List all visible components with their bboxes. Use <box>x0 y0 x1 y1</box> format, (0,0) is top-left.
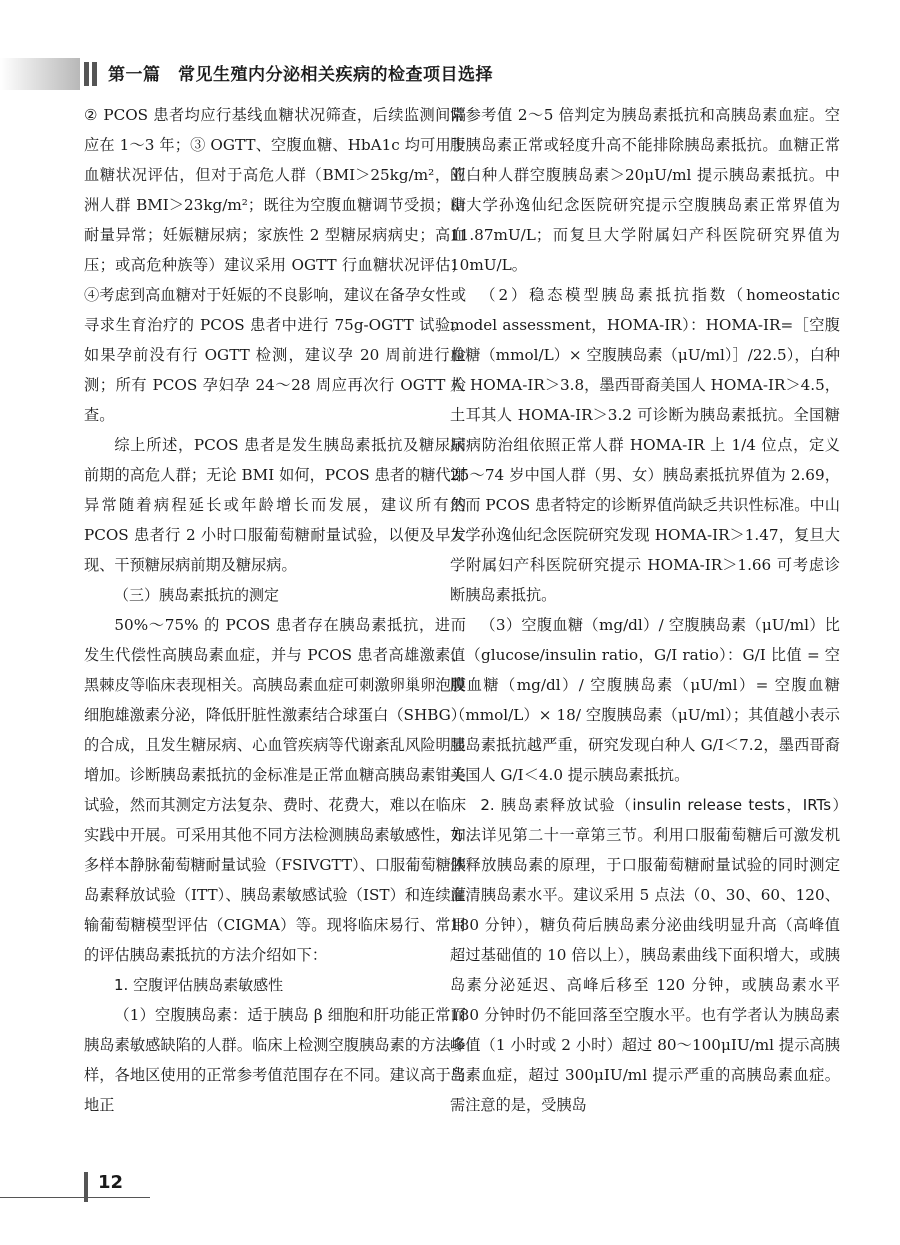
left-column <box>84 100 466 1120</box>
right-column <box>450 100 840 1120</box>
running-header <box>0 58 900 90</box>
paragraph-with-heading <box>450 790 840 1120</box>
paragraph-text: 方法详见第二十一章第三节。利用口服葡萄糖后可激发机体释放胰岛素的原理，于口服葡萄糖耐量试验的同时测定血清胰岛素水平。建议采用 5 点法（0、30、60、120、180 分钟），糖负荷后胰岛素分泌曲线明显升高（高峰值超过基础值的 10 倍以上），胰岛素曲线下面积增大，或胰岛素分泌延迟、高峰后移至 120 分钟，或胰岛素水平 180 分钟时仍不能回落至空腹水平。也有学者认为胰岛素峰值（1 小时或 2 小时）超过 80～100μIU/ml 提示高胰岛素血症，超过 300μIU/ml 提示严重的高胰岛素血症。需注意的是，受胰岛 <box>450 826 840 1114</box>
page-number: 12 <box>98 1172 124 1193</box>
paragraph: ② PCOS 患者均应行基线血糖状况筛查，后续监测间隔应在 1～3 年；③ OGTT、空腹血糖、HbA1c 均可用于血糖状况评估，但对于高危人群（BMI＞25kg/m²，亚洲人群 BMI＞23kg/m²；既往为空腹血糖调节受损；糖耐量异常；妊娠糖尿病；家族性 2 型糖尿病病史；高血压；或高危种族等）建议采用 OGTT 行血糖状况评估；④考虑到高血糖对于妊娠的不良影响，建议在备孕女性或寻求生育治疗的 PCOS 患者中进行 75g-OGTT 试验。如果孕前没有行 OGTT 检测，建议孕 20 周前进行检测；所有 PCOS 孕妇孕 24～28 周应再次行 OGTT 检查。 <box>84 106 466 424</box>
header-title: 第一篇 常见生殖内分泌相关疾病的检查项目选择 <box>108 65 493 85</box>
subsection-heading: 1. 空腹评估胰岛素敏感性 <box>114 976 284 994</box>
section-heading: （三）胰岛素抵抗的测定 <box>114 586 280 604</box>
header-bar-left <box>84 62 89 86</box>
paragraph: 常参考值 2～5 倍判定为胰岛素抵抗和高胰岛素血症。空腹胰岛素正常或轻度升高不能排除胰岛素抵抗。血糖正常的白种人群空腹胰岛素＞20μU/ml 提示胰岛素抵抗。中山大学孙逸仙纪念医院研究提示空腹胰岛素正常界值为 11.87mU/L；而复旦大学附属妇产科医院研究界值为 10mU/L。 <box>450 106 840 274</box>
footer-rule <box>0 1197 150 1198</box>
subsection-heading: 2. 胰岛素释放试验（insulin release tests，IRTs） <box>480 796 840 814</box>
paragraph: （1）空腹胰岛素：适于胰岛 β 细胞和肝功能正常而胰岛素敏感缺陷的人群。临床上检测空腹胰岛素的方法多样，各地区使用的正常参考值范围存在不同。建议高于当地正 <box>84 1006 466 1114</box>
footer-bar <box>84 1172 88 1202</box>
header-gradient-band <box>0 58 80 90</box>
header-bar-right <box>92 62 97 86</box>
paragraph: （2）稳态模型胰岛素抵抗指数（homeostatic model assessment，HOMA-IR）：HOMA-IR=［空腹血糖（mmol/L）× 空腹胰岛素（μU/ml）］/22.5），白种人 HOMA-IR＞3.8，墨西哥裔美国人 HOMA-IR＞4.5，土耳其人 HOMA-IR＞3.2 可诊断为胰岛素抵抗。全国糖尿病防治组依照正常人群 HOMA-IR 上 1/4 位点，定义 25～74 岁中国人群（男、女）胰岛素抵抗界值为 2.69，然而 PCOS 患者特定的诊断界值尚缺乏共识性标准。中山大学孙逸仙纪念医院研究发现 HOMA-IR＞1.47，复旦大学附属妇产科医院研究提示 HOMA-IR＞1.66 可考虑诊断胰岛素抵抗。 <box>450 286 840 604</box>
paragraph: （3）空腹血糖（mg/dl）/ 空腹胰岛素（μU/ml）比值（glucose/insulin ratio，G/I ratio）：G/I 比值 = 空腹血糖（mg/dl）/ 空腹胰岛素（μU/ml）= 空腹血糖（mmol/L）× 18/ 空腹胰岛素（μU/ml）；其值越小表示胰岛素抵抗越严重，研究发现白种人 G/I＜7.2，墨西哥裔美国人 G/I＜4.0 提示胰岛素抵抗。 <box>450 616 840 784</box>
paragraph: 综上所述，PCOS 患者是发生胰岛素抵抗及糖尿病前期的高危人群；无论 BMI 如何，PCOS 患者的糖代谢异常随着病程延长或年龄增长而发展，建议所有的 PCOS 患者行 2 小时口服葡萄糖耐量试验，以便及早发现、干预糖尿病前期及糖尿病。 <box>84 436 466 574</box>
paragraph: 50%～75% 的 PCOS 患者存在胰岛素抵抗，进而发生代偿性高胰岛素血症，并与 PCOS 患者高雄激素、黑棘皮等临床表现相关。高胰岛素血症可刺激卵巢卵泡膜细胞雄激素分泌，降低肝脏性激素结合球蛋白（SHBG）的合成，且发生糖尿病、心血管疾病等代谢紊乱风险明显增加。诊断胰岛素抵抗的金标准是正常血糖高胰岛素钳夹试验，然而其测定方法复杂、费时、花费大，难以在临床实践中开展。可采用其他不同方法检测胰岛素敏感性，如多样本静脉葡萄糖耐量试验（FSIVGTT）、口服葡萄糖胰岛素释放试验（ITT）、胰岛素敏感试验（IST）和连续灌输葡萄糖模型评估（CIGMA）等。现将临床易行、常用的评估胰岛素抵抗的方法介绍如下： <box>84 616 466 964</box>
